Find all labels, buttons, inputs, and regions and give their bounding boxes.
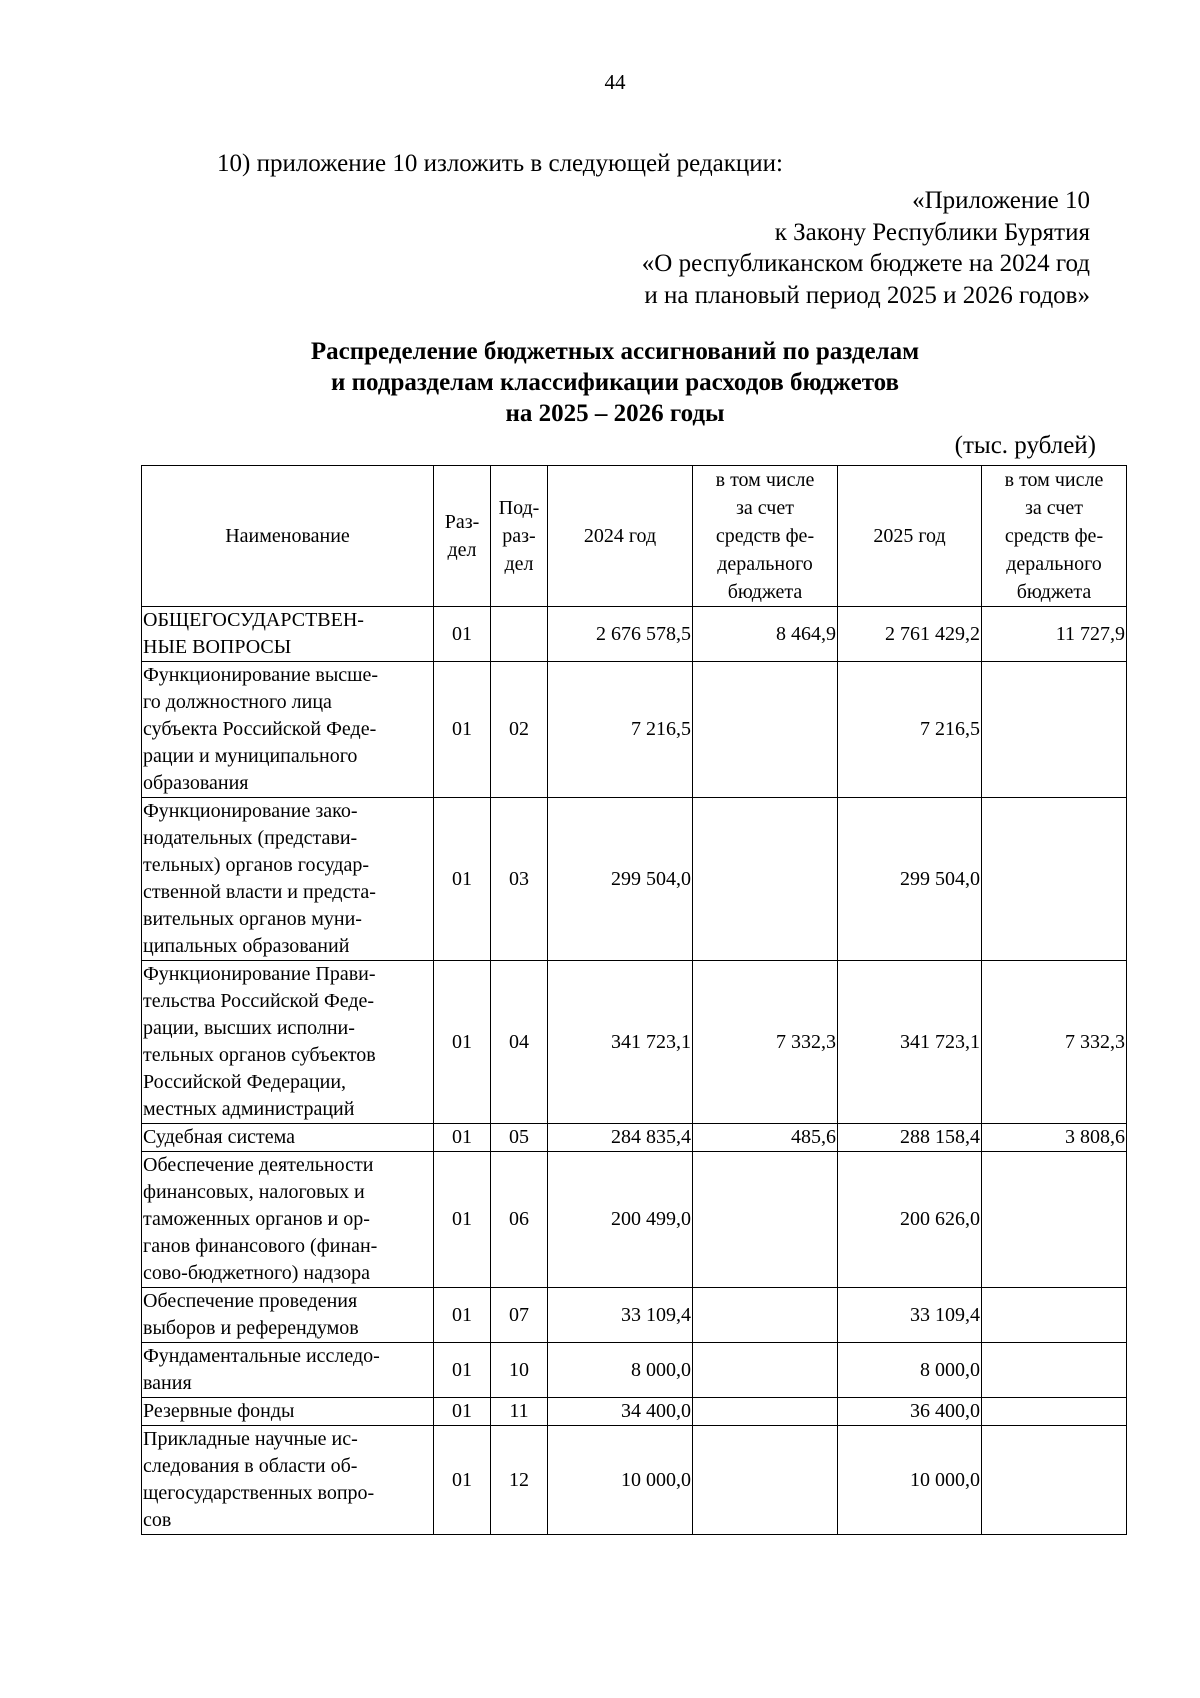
row-amount-2025: 288 158,4 <box>838 1124 982 1152</box>
table-row <box>142 961 1127 1124</box>
row-amount-2024: 7 216,5 <box>548 662 693 798</box>
row-federal-2025: 11 727,9 <box>982 607 1127 662</box>
table-row <box>142 1398 1127 1426</box>
row-amount-2024: 284 835,4 <box>548 1124 693 1152</box>
row-subsection: 06 <box>491 1152 548 1288</box>
row-federal-2025: 3 808,6 <box>982 1124 1127 1152</box>
row-amount-2024: 341 723,1 <box>548 961 693 1124</box>
header-section: Раз- дел <box>434 466 491 607</box>
row-name: Судебная система <box>142 1124 434 1152</box>
row-subsection: 10 <box>491 1343 548 1398</box>
row-name: Фундаментальные исследо- вания <box>142 1343 434 1398</box>
header-2025: 2025 год <box>838 466 982 607</box>
row-federal-2024 <box>693 1152 838 1288</box>
appendix-line: к Закону Республики Бурятия <box>774 218 1090 246</box>
table-row <box>142 607 1127 662</box>
row-federal-2025: 7 332,3 <box>982 961 1127 1124</box>
row-federal-2024: 485,6 <box>693 1124 838 1152</box>
row-federal-2025 <box>982 662 1127 798</box>
row-section: 01 <box>434 1343 491 1398</box>
row-subsection: 02 <box>491 662 548 798</box>
row-federal-2025 <box>982 1288 1127 1343</box>
row-federal-2024 <box>693 1398 838 1426</box>
row-federal-2025 <box>982 1398 1127 1426</box>
row-federal-2024: 8 464,9 <box>693 607 838 662</box>
appendix-reference <box>642 185 1090 311</box>
table-row <box>142 798 1127 961</box>
row-amount-2024: 8 000,0 <box>548 1343 693 1398</box>
row-federal-2024: 7 332,3 <box>693 961 838 1124</box>
row-section: 01 <box>434 1288 491 1343</box>
table-header-row <box>142 466 1127 607</box>
row-section: 01 <box>434 961 491 1124</box>
intro-paragraph: 10) приложение 10 изложить в следующей редакции: <box>217 150 783 177</box>
row-amount-2025: 2 761 429,2 <box>838 607 982 662</box>
title-line: на 2025 – 2026 годы <box>505 400 725 427</box>
row-name: Функционирование высше- го должностного лица субъекта Российской Феде- рации и муниципального образования <box>142 662 434 798</box>
row-federal-2025 <box>982 1426 1127 1535</box>
row-name: Резервные фонды <box>142 1398 434 1426</box>
title-line: и подразделам классификации расходов бюджетов <box>330 369 900 396</box>
row-subsection: 12 <box>491 1426 548 1535</box>
row-amount-2024: 200 499,0 <box>548 1152 693 1288</box>
row-subsection: 07 <box>491 1288 548 1343</box>
row-amount-2025: 299 504,0 <box>838 798 982 961</box>
budget-table <box>141 465 1127 1535</box>
row-subsection: 03 <box>491 798 548 961</box>
row-amount-2024: 33 109,4 <box>548 1288 693 1343</box>
row-name: Прикладные научные ис- следования в области об- щегосударственных вопро- сов <box>142 1426 434 1535</box>
row-amount-2024: 10 000,0 <box>548 1426 693 1535</box>
header-name: Наименование <box>142 466 434 607</box>
row-amount-2024: 299 504,0 <box>548 798 693 961</box>
row-amount-2024: 34 400,0 <box>548 1398 693 1426</box>
row-section: 01 <box>434 1426 491 1535</box>
row-subsection <box>491 607 548 662</box>
row-federal-2024 <box>693 1426 838 1535</box>
row-amount-2025: 33 109,4 <box>838 1288 982 1343</box>
table-row <box>142 662 1127 798</box>
row-federal-2024 <box>693 662 838 798</box>
document-title <box>0 336 1200 429</box>
header-federal-2025: в том числе за счет средств фе- дерального бюджета <box>982 466 1127 607</box>
row-amount-2025: 7 216,5 <box>838 662 982 798</box>
table-row <box>142 1288 1127 1343</box>
row-amount-2025: 8 000,0 <box>838 1343 982 1398</box>
row-subsection: 04 <box>491 961 548 1124</box>
row-name: ОБЩЕГОСУДАРСТВЕН- НЫЕ ВОПРОСЫ <box>142 607 434 662</box>
appendix-line: «Приложение 10 <box>912 187 1090 214</box>
row-federal-2024 <box>693 1288 838 1343</box>
table-row <box>142 1124 1127 1152</box>
row-federal-2025 <box>982 1343 1127 1398</box>
header-federal-2024: в том числе за счет средств фе- дерального бюджета <box>693 466 838 607</box>
row-section: 01 <box>434 1124 491 1152</box>
row-section: 01 <box>434 607 491 662</box>
row-section: 01 <box>434 798 491 961</box>
appendix-line: и на плановый период 2025 и 2026 годов» <box>644 281 1090 309</box>
units-label: (тыс. рублей) <box>954 432 1096 459</box>
row-amount-2025: 10 000,0 <box>838 1426 982 1535</box>
row-name: Функционирование Прави- тельства Российской Феде- рации, высших исполни- тельных органов субъектов Российской Федерации, местных администраций <box>142 961 434 1124</box>
row-amount-2025: 200 626,0 <box>838 1152 982 1288</box>
row-federal-2025 <box>982 798 1127 961</box>
row-federal-2025 <box>982 1152 1127 1288</box>
table-row <box>142 1343 1127 1398</box>
row-section: 01 <box>434 1398 491 1426</box>
row-name: Функционирование зако- нодательных (представи- тельных) органов государ- ственной власти и предста- вительных органов муни- ципальных образований <box>142 798 434 961</box>
row-amount-2024: 2 676 578,5 <box>548 607 693 662</box>
page-number: 44 <box>604 70 626 94</box>
row-amount-2025: 341 723,1 <box>838 961 982 1124</box>
header-2024: 2024 год <box>548 466 693 607</box>
header-subsection: Под- раз- дел <box>491 466 548 607</box>
row-section: 01 <box>434 662 491 798</box>
appendix-line: «О республиканском бюджете на 2024 год <box>641 250 1090 277</box>
row-subsection: 11 <box>491 1398 548 1426</box>
table-row <box>142 1152 1127 1288</box>
row-amount-2025: 36 400,0 <box>838 1398 982 1426</box>
table-body <box>142 607 1127 1535</box>
row-name: Обеспечение деятельности финансовых, налоговых и таможенных органов и ор- ганов финансового (финан- сово-бюджетного) надзора <box>142 1152 434 1288</box>
row-federal-2024 <box>693 1343 838 1398</box>
title-line: Распределение бюджетных ассигнований по разделам <box>310 338 920 365</box>
row-section: 01 <box>434 1152 491 1288</box>
table-row <box>142 1426 1127 1535</box>
row-subsection: 05 <box>491 1124 548 1152</box>
row-federal-2024 <box>693 798 838 961</box>
row-name: Обеспечение проведения выборов и референдумов <box>142 1288 434 1343</box>
